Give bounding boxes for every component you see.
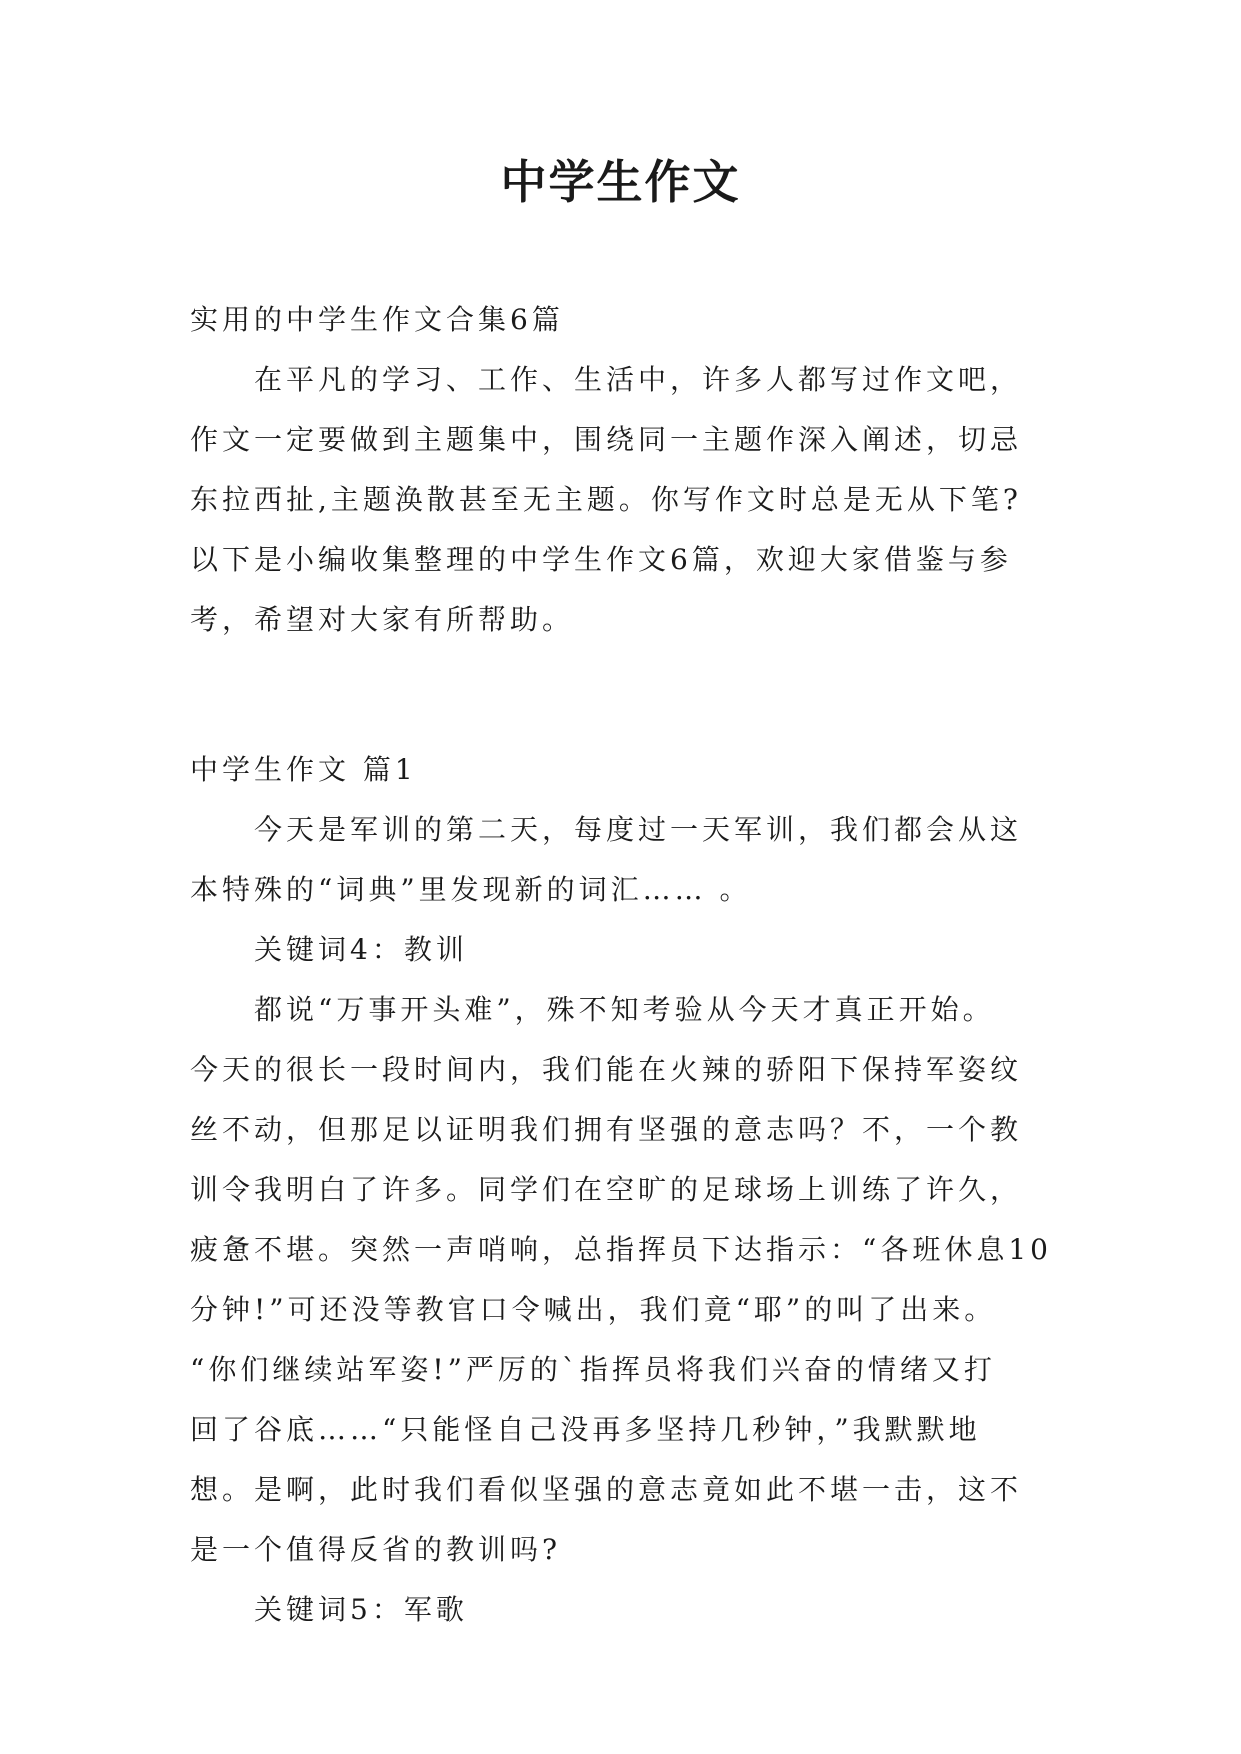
section-heading: 中学生作文 篇1 bbox=[190, 753, 417, 786]
paragraph-line: 训令我明白了许多。同学们在空旷的足球场上训练了许久， bbox=[190, 1173, 1023, 1206]
paragraph-line: 回了谷底……“只能怪自己没再多坚持几秒钟，”我默默地 bbox=[190, 1413, 981, 1446]
intro-line: 东拉西扯,主题涣散甚至无主题。你写作文时总是无从下笔? bbox=[190, 483, 1022, 516]
page-title: 中学生作文 bbox=[500, 155, 741, 209]
paragraph-line: 都说“万事开头难”，殊不知考验从今天才真正开始。 bbox=[254, 993, 995, 1026]
paragraph-line: 本特殊的“词典”里发现新的词汇…… 。 bbox=[190, 873, 752, 906]
paragraph-line: “你们继续站军姿!”严厉的`指挥员将我们兴奋的情绪又打 bbox=[190, 1353, 996, 1386]
document-body bbox=[190, 290, 1090, 1640]
paragraph-line: 今天是军训的第二天，每度过一天军训，我们都会从这 bbox=[254, 813, 1023, 846]
keyword-heading: 关键词5：军歌 bbox=[254, 1593, 468, 1626]
section-spacer bbox=[190, 650, 1090, 740]
intro-line: 作文一定要做到主题集中，围绕同一主题作深入阐述，切忌 bbox=[190, 423, 1023, 456]
paragraph-line: 疲惫不堪。突然一声哨响，总指挥员下达指示：“各班休息10 bbox=[190, 1233, 1052, 1266]
paragraph-line: 分钟!”可还没等教官口令喊出，我们竟“耶”的叫了出来。 bbox=[190, 1293, 997, 1326]
document-subtitle: 实用的中学生作文合集6篇 bbox=[190, 303, 564, 336]
paragraph-line: 是一个值得反省的教训吗? bbox=[190, 1533, 562, 1566]
intro-line: 考，希望对大家有所帮助。 bbox=[190, 603, 575, 636]
paragraph-line: 今天的很长一段时间内，我们能在火辣的骄阳下保持军姿纹 bbox=[190, 1053, 1023, 1086]
paragraph-line: 想。是啊，此时我们看似坚强的意志竟如此不堪一击，这不 bbox=[190, 1473, 1023, 1506]
keyword-heading: 关键词4：教训 bbox=[254, 933, 468, 966]
paragraph-line: 丝不动，但那足以证明我们拥有坚强的意志吗？不，一个教 bbox=[190, 1113, 1023, 1146]
intro-line: 以下是小编收集整理的中学生作文6篇，欢迎大家借鉴与参 bbox=[190, 543, 1012, 576]
intro-line: 在平凡的学习、工作、生活中，许多人都写过作文吧， bbox=[254, 363, 1023, 396]
